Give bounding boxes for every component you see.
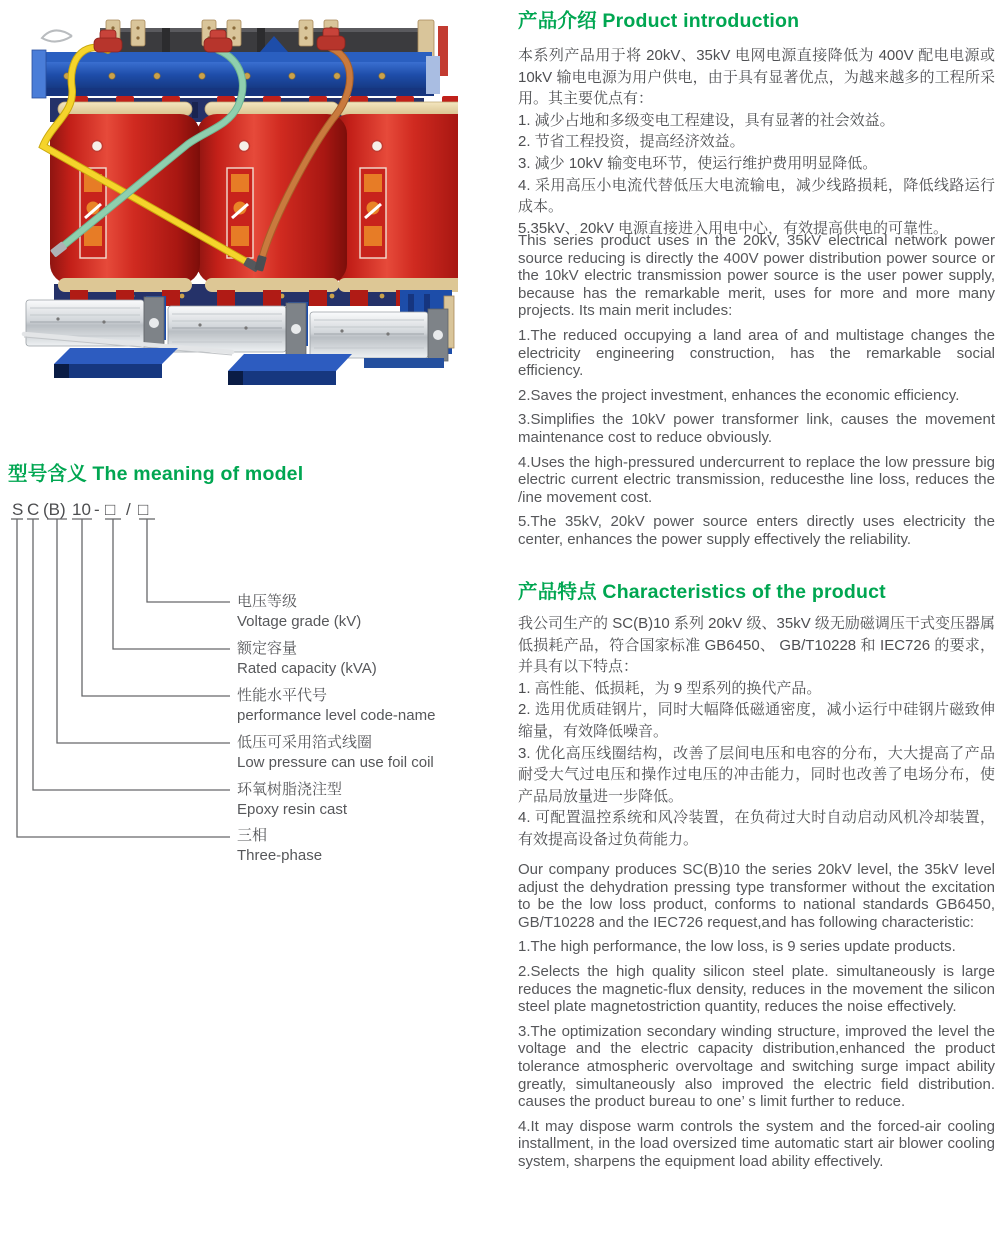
intro-zh-paragraph: 5.35kV、20kV 电源直接进入用电中心，有效提高供电的可靠性。 xyxy=(518,219,949,237)
intro-en-paragraph: This series product uses in the 20kV, 35kV electrical network power source reducing is directly the 400V power distribution power source or the 10kV electric transmission power source is the user power supply, because has the remarkable merit, uses for more and more many projects. Its main merit includes: xyxy=(518,232,995,320)
transformer-photo xyxy=(12,18,458,390)
model-label-en: Rated capacity (kVA) xyxy=(237,660,377,677)
features-zh-paragraph: 我公司生产的 SC(B)10 系列 20kV 级、35kV 级无励磁调压干式变压器属低损耗产品，符合国家标准 GB6450、 GB/T10228 和 IEC726 的要求，并具有以下特点： xyxy=(518,615,995,676)
intro-en-paragraph: 1.The reduced occupying a land area of and multistage changes the electricity engineering construction, has the remarkable social efficiency. xyxy=(518,326,995,380)
model-label-en: Voltage grade (kV) xyxy=(237,613,362,630)
intro-zh-paragraph: 2. 节省工程投资，提高经济效益。 xyxy=(518,133,745,151)
cooling-fan-right xyxy=(310,309,448,361)
coil-left xyxy=(50,96,200,306)
features-en-paragraph: 3.The optimization secondary winding structure, improved the level the voltage and the electric capacity distribution,enhanced the product tolerance atmospheric overvoltage and switching surge impact ability greatly, simultaneously also improved the electric field distribution. causes the product bureau to one’ s limit further to reduce. xyxy=(518,1022,995,1111)
intro-en-text xyxy=(518,232,995,556)
model-meaning-heading: 型号含义 The meaning of model xyxy=(8,463,304,485)
intro-heading: 产品介绍 Product introduction xyxy=(518,10,800,32)
model-code-part: S xyxy=(12,500,24,519)
model-label-zh: 电压等级 xyxy=(237,593,298,610)
base-foot-back xyxy=(364,358,444,368)
base-foot-left xyxy=(54,348,178,378)
model-code-part: 10 xyxy=(72,500,91,519)
model-label-voltage-grade xyxy=(237,592,361,631)
model-label-zh: 低压可采用箔式线圈 xyxy=(237,734,373,751)
model-label-rated-capacity xyxy=(237,639,377,678)
model-label-en: Epoxy resin cast xyxy=(237,801,348,818)
features-en-paragraph: 4.It may dispose warm controls the system and the forced-air cooling installment, in the load oversized time automatic start air blower cooling system, sharpens the equipment load ability effectively. xyxy=(518,1117,995,1170)
features-en-paragraph: Our company produces SC(B)10 the series 20kV level, the 35kV level adjust the dehydration pressing type transformer without the excitation to be the low loss product, conforms to national standards GB6450, GB/T10228 and the IEC726 request,and has following characteristic: xyxy=(518,861,995,931)
model-label-zh: 三相 xyxy=(237,827,268,844)
features-zh-text xyxy=(518,613,995,851)
intro-en-paragraph: 4.Uses the high-pressured undercurrent to replace the low pressure big electric current electric transmission, reducesthe line loss, reduces the /ine movement cost. xyxy=(518,453,995,506)
model-label-foil-coil xyxy=(237,733,434,772)
intro-en-paragraph: 5.The 35kV, 20kV power source enters directly uses electricity the center, enhances the power supply effectively the reliability. xyxy=(518,513,995,548)
model-label-performance-level xyxy=(237,686,435,725)
model-label-en: performance level code-name xyxy=(237,707,436,724)
intro-zh-paragraph: 3. 减少 10kV 输变电环节，使运行维护费用明显降低。 xyxy=(518,154,878,172)
features-zh-paragraph: 2. 选用优质硅钢片，同时大幅降低磁通密度，减小运行中硅钢片磁致伸缩量，有效降低噪音。 xyxy=(518,701,995,740)
model-code-placeholder-box: □ xyxy=(138,500,149,519)
features-zh-paragraph: 3. 优化高压线圈结构，改善了层间电压和电容的分布，大大提高了产品耐受大气过电压和操作过电压的冲击能力，同时也改善了电场分布，使产品局放量进一步降低。 xyxy=(518,744,995,805)
features-en-paragraph: 2.Selects the high quality silicon steel plate. simultaneously is large reduces the magnetic-flux density, reduces in the movement the silicon steel plate magnetostriction quantity, reduces the noise effectively. xyxy=(518,962,995,1016)
intro-zh-paragraph: 4. 采用高压小电流代替低压大电流输电，减少线路损耗，降低线路运行成本。 xyxy=(518,176,995,216)
intro-zh-paragraph: 本系列产品用于将 20kV、35kV 电网电源直接降低为 400V 配电电源或 10kV 输电电源为用户供电，由于具有显著优点，为越来越多的工程所采用。其主要优点有： xyxy=(518,47,995,108)
features-en-paragraph: 1.The high performance, the low loss, is 9 series update products. xyxy=(518,938,956,956)
intro-en-paragraph: 3.Simplifies the 10kV power transformer link, causes the movement maintenance cost to reduce obviously. xyxy=(518,411,995,446)
model-code-part: - xyxy=(94,500,100,519)
base-foot-right xyxy=(228,354,352,385)
features-en-text xyxy=(518,861,995,1178)
model-code-part: C xyxy=(27,500,40,519)
transformer-illustration xyxy=(12,18,458,390)
model-code-part: / xyxy=(126,500,131,519)
coil-right xyxy=(330,96,458,306)
features-zh-paragraph: 1. 高性能、低损耗，为 9 型系列的换代产品。 xyxy=(518,679,822,697)
model-label-en: Low pressure can use foil coil xyxy=(237,754,434,771)
model-label-epoxy-resin xyxy=(237,780,347,819)
model-label-zh: 性能水平代号 xyxy=(237,687,328,704)
intro-zh-paragraph: 1. 减少占地和多级变电工程建设，具有显著的社会效益。 xyxy=(518,111,895,129)
model-label-zh: 环氧树脂浇注型 xyxy=(237,781,343,798)
features-heading: 产品特点 Characteristics of the product xyxy=(518,581,886,603)
model-label-zh: 额定容量 xyxy=(237,640,298,657)
intro-en-paragraph: 2.Saves the project investment, enhances the economic efficiency. xyxy=(518,386,960,404)
model-code-placeholder-box: □ xyxy=(105,500,116,519)
model-label-en: Three-phase xyxy=(237,847,323,864)
intro-zh-text xyxy=(518,45,995,239)
model-label-three-phase xyxy=(237,826,322,865)
model-code-part: (B) xyxy=(43,500,66,519)
features-zh-paragraph: 4. 可配置温控系统和风冷装置，在负荷过大时自动启动风机冷却装置，有效提高设备过负荷能力。 xyxy=(518,809,995,848)
